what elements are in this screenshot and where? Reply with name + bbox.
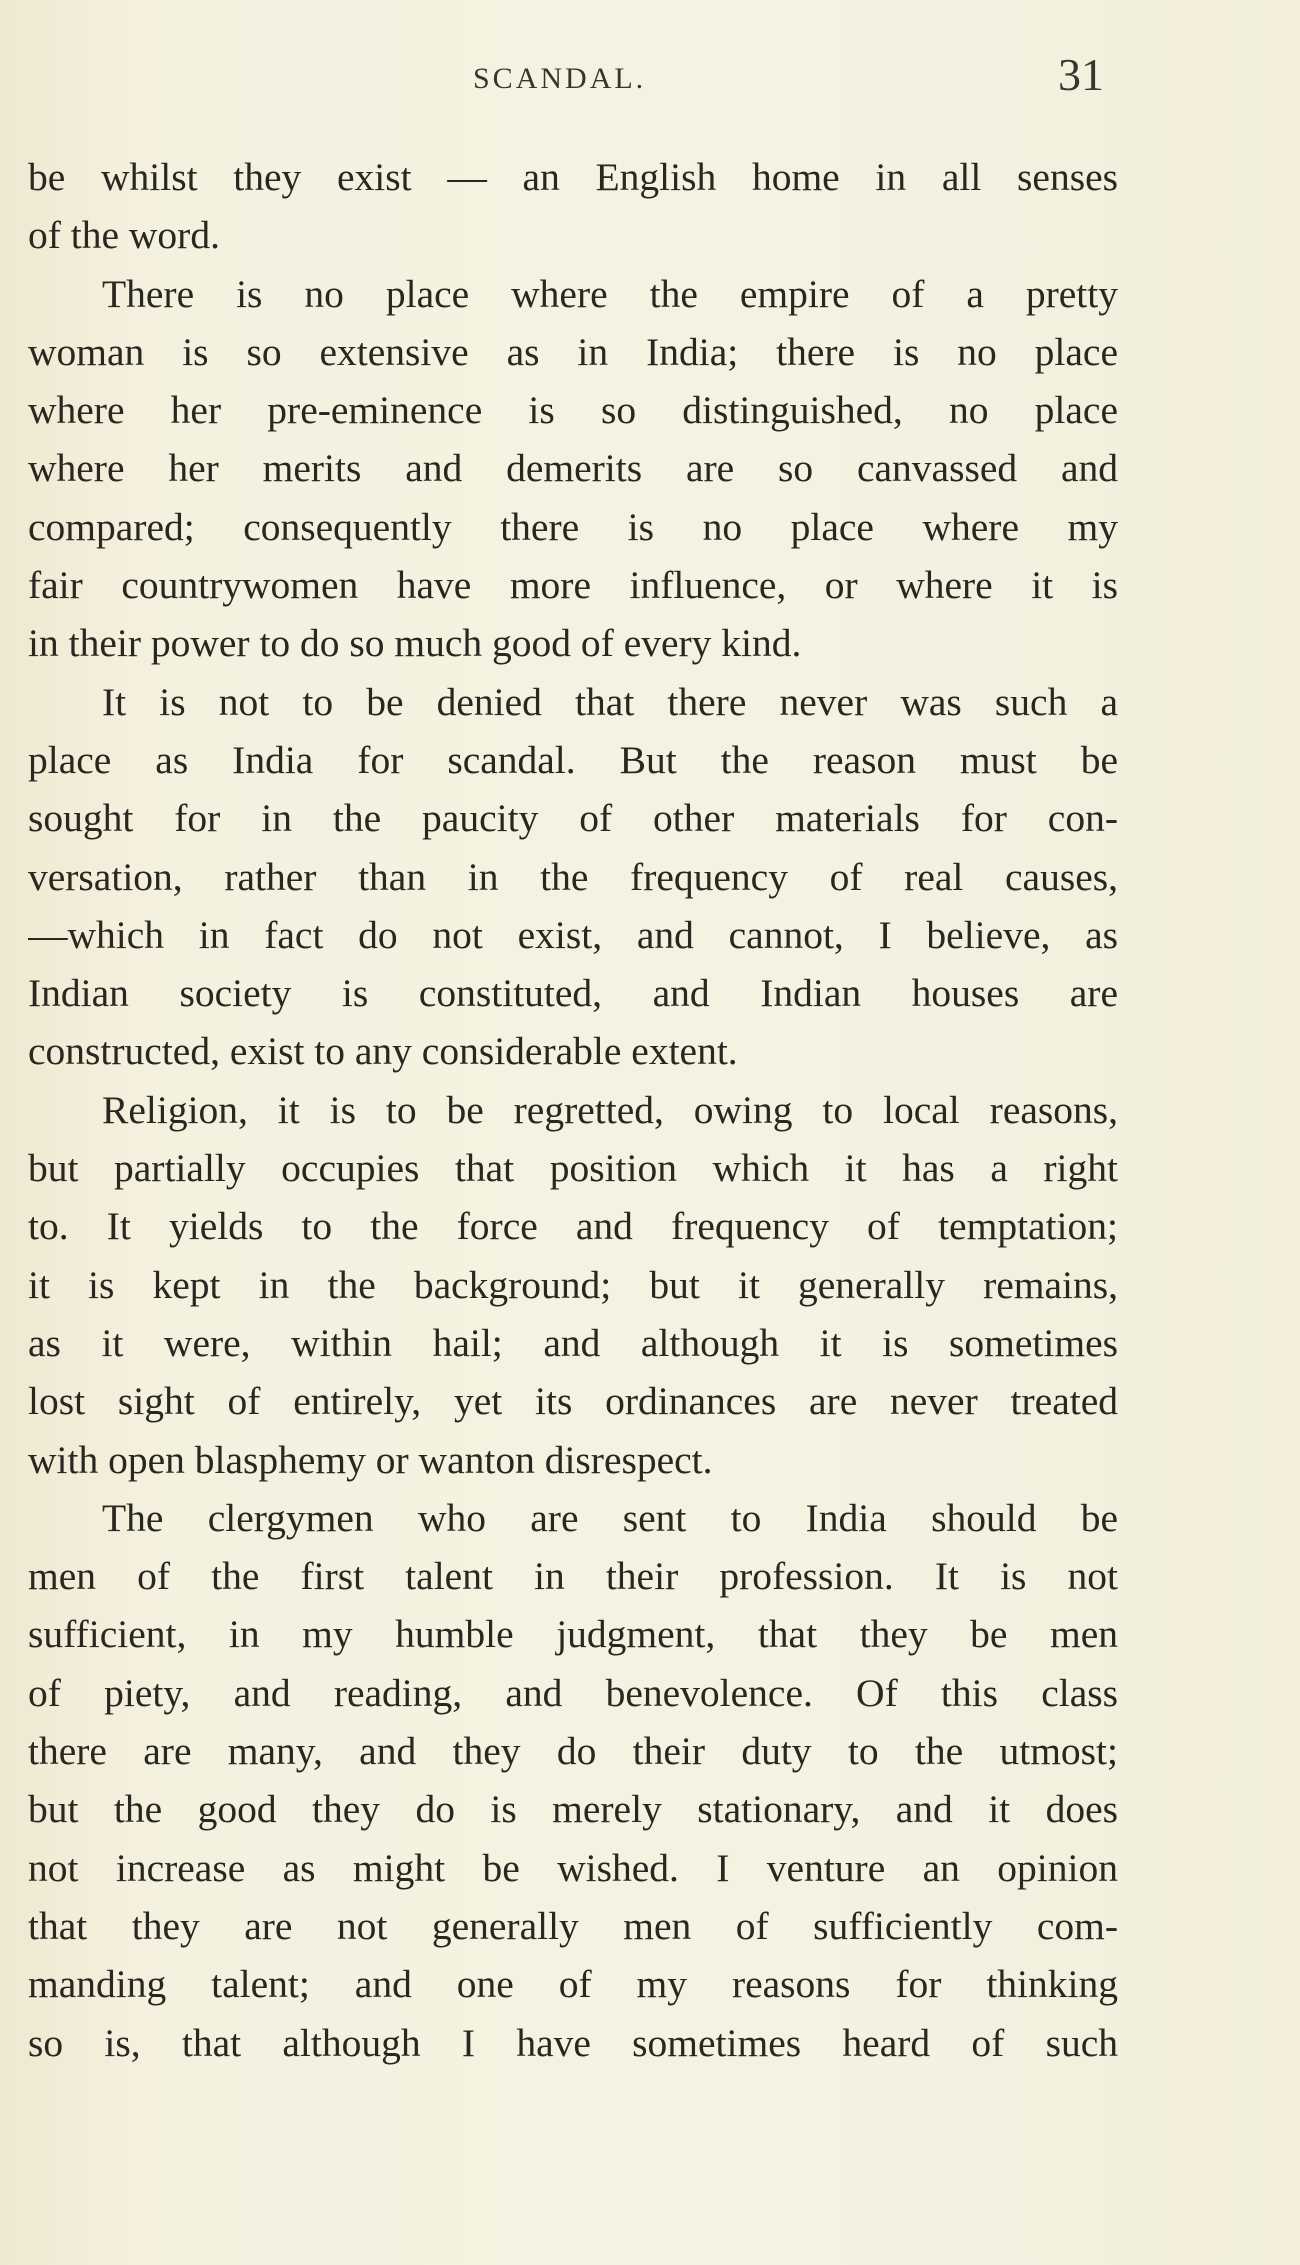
text-line: There is no place where the empire of a pretty	[102, 271, 1118, 316]
text-line: manding talent; and one of my reasons for thinking	[28, 1962, 1118, 2007]
text-line: compared; consequently there is no place where my	[28, 504, 1118, 549]
text-line: where her merits and demerits are so canvassed and	[28, 446, 1118, 491]
text-line: constructed, exist to any considerable extent.	[28, 1029, 738, 1074]
running-head	[0, 40, 1300, 100]
text-line: versation, rather than in the frequency of real causes,	[28, 854, 1118, 899]
text-line: —which in fact do not exist, and cannot, I believe, as	[28, 912, 1118, 957]
text-line: with open blasphemy or wanton disrespect.	[28, 1437, 713, 1482]
text-line: to. It yields to the force and frequency of temptation;	[28, 1204, 1118, 1249]
text-line: in their power to do so much good of every kind.	[28, 621, 802, 666]
text-line: it is kept in the background; but it generally remains,	[28, 1262, 1118, 1307]
text-line: sufficient, in my humble judgment, that they be men	[28, 1612, 1118, 1657]
body-text	[28, 148, 1118, 2072]
text-line: that they are not generally men of sufficiently com-	[28, 1903, 1118, 1948]
text-line: but partially occupies that position which it has a right	[28, 1146, 1118, 1191]
text-line: lost sight of entirely, yet its ordinances are never treated	[28, 1379, 1118, 1424]
text-line: fair countrywomen have more influence, or where it is	[28, 563, 1118, 608]
text-line: but the good they do is merely stationary, and it does	[28, 1787, 1118, 1832]
text-line: where her pre-eminence is so distinguished, no place	[28, 388, 1118, 433]
text-line: woman is so extensive as in India; there is no place	[28, 329, 1118, 374]
page-number: 31	[1058, 49, 1104, 100]
text-line: sought for in the paucity of other materials for con-	[28, 796, 1118, 841]
text-line: men of the first talent in their profession. It is not	[28, 1554, 1118, 1599]
text-line: as it were, within hail; and although it is sometimes	[28, 1320, 1118, 1365]
text-line: there are many, and they do their duty to the utmost;	[28, 1729, 1118, 1774]
text-line: be whilst they exist — an English home in all senses	[28, 155, 1118, 199]
text-line: It is not to be denied that there never was such a	[102, 679, 1118, 724]
text-line: so is, that although I have sometimes heard of such	[28, 2020, 1118, 2065]
text-line: of the word.	[28, 213, 220, 258]
text-line: The clergymen who are sent to India should be	[102, 1495, 1118, 1540]
text-line: of piety, and reading, and benevolence. Of this class	[28, 1670, 1118, 1715]
text-line: place as India for scandal. But the reason must be	[28, 737, 1118, 782]
text-line: Indian society is constituted, and Indian houses are	[28, 971, 1118, 1016]
running-head-title: SCANDAL.	[473, 62, 647, 95]
text-line: Religion, it is to be regretted, owing to local reasons,	[102, 1087, 1118, 1132]
text-line: not increase as might be wished. I venture an opinion	[28, 1845, 1118, 1890]
